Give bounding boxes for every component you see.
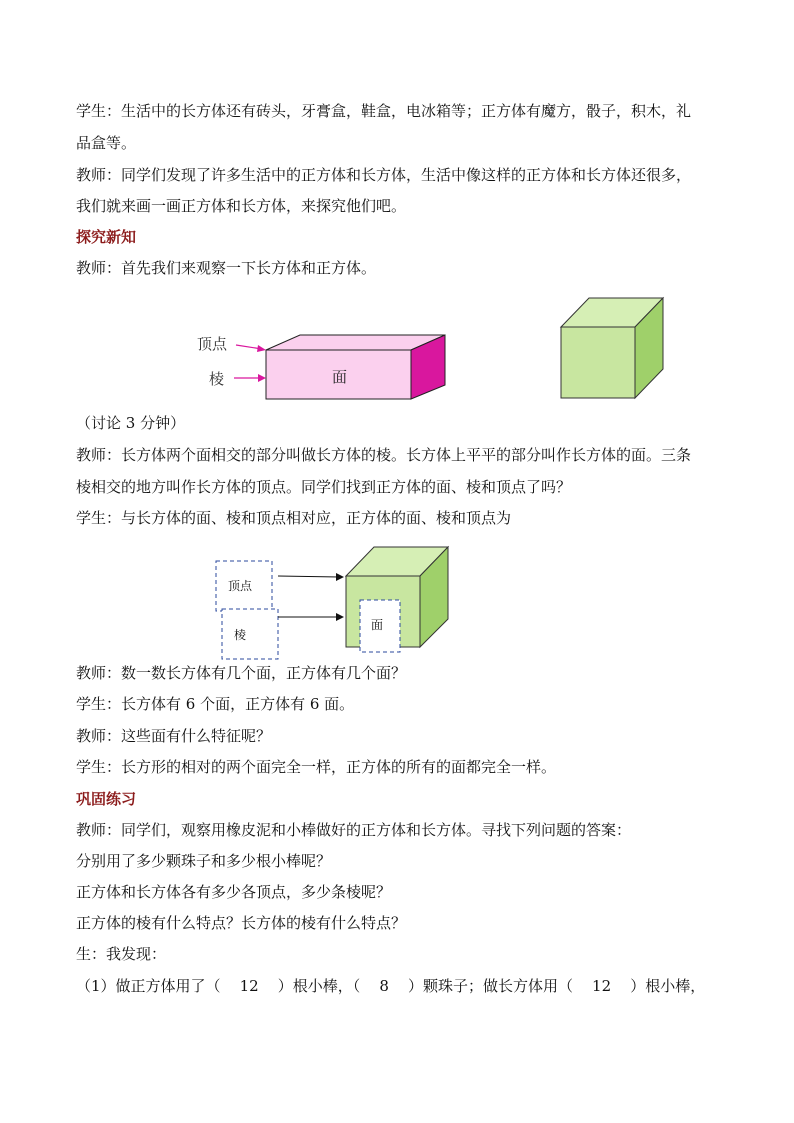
vertex-arrowhead xyxy=(257,345,266,352)
text-line: 我们就来画一画正方体和长方体，来探究他们吧。 xyxy=(76,197,407,215)
text-line: 教师：长方体两个面相交的部分叫做长方体的棱。长方体上平平的部分叫作长方体的面。三条 xyxy=(76,446,692,464)
text-line: 学生：生活中的长方体还有砖头，牙膏盒，鞋盒，电冰箱等；正方体有魔方，骰子，积木，礼 xyxy=(76,102,692,120)
text-line: （1）做正方体用了（ 12 ）根小棒，（ 8 ）颗珠子；做长方体用（ 12 ）根小棒， xyxy=(76,977,706,995)
text-line: 教师：数一数长方体有几个面，正方体有几个面？ xyxy=(76,664,407,682)
text-line: 品盒等。 xyxy=(76,134,137,152)
edge-arrowhead xyxy=(336,613,344,621)
cuboid-face-label: 面 xyxy=(332,368,348,386)
cuboid-edge-label: 棱 xyxy=(209,370,225,388)
figure-cuboid-cube xyxy=(190,293,670,405)
text-line: 学生：长方体有 6 个面，正方体有 6 面。 xyxy=(76,695,355,713)
figure-cube-parts xyxy=(210,540,460,665)
text-line: （讨论 3 分钟） xyxy=(76,414,186,432)
section-heading: 探究新知 xyxy=(76,228,137,246)
section-heading: 巩固练习 xyxy=(76,790,137,808)
text-line: 生：我发现： xyxy=(76,945,167,963)
text-line: 正方体和长方体各有多少各顶点，多少条棱呢？ xyxy=(76,883,392,901)
text-line: 正方体的棱有什么特点？长方体的棱有什么特点？ xyxy=(76,914,407,932)
text-line: 棱相交的地方叫作长方体的顶点。同学们找到正方体的面、棱和顶点了吗？ xyxy=(76,478,572,496)
face-label: 面 xyxy=(371,618,384,632)
vertex-arrow xyxy=(278,576,339,577)
text-line: 教师：同学们发现了许多生活中的正方体和长方体，生活中像这样的正方体和长方体还很多， xyxy=(76,166,692,184)
text-line: 分别用了多少颗珠子和多少根小棒呢？ xyxy=(76,852,332,870)
edge-label: 棱 xyxy=(234,628,247,642)
cube-front-face xyxy=(561,327,635,398)
vertex-label: 顶点 xyxy=(228,579,253,593)
edge-arrowhead xyxy=(258,374,266,382)
text-line: 学生：与长方体的面、棱和顶点相对应，正方体的面、棱和顶点为 xyxy=(76,509,512,527)
edge-label-box xyxy=(222,609,278,659)
cuboid-vertex-label: 顶点 xyxy=(197,335,228,353)
text-line: 教师：同学们，观察用橡皮泥和小棒做好的正方体和长方体。寻找下列问题的答案： xyxy=(76,821,632,839)
text-line: 教师：首先我们来观察一下长方体和正方体。 xyxy=(76,259,377,277)
text-line: 学生：长方形的相对的两个面完全一样，正方体的所有的面都完全一样。 xyxy=(76,758,557,776)
vertex-arrowhead xyxy=(336,573,344,581)
text-line: 教师：这些面有什么特征呢？ xyxy=(76,727,272,745)
